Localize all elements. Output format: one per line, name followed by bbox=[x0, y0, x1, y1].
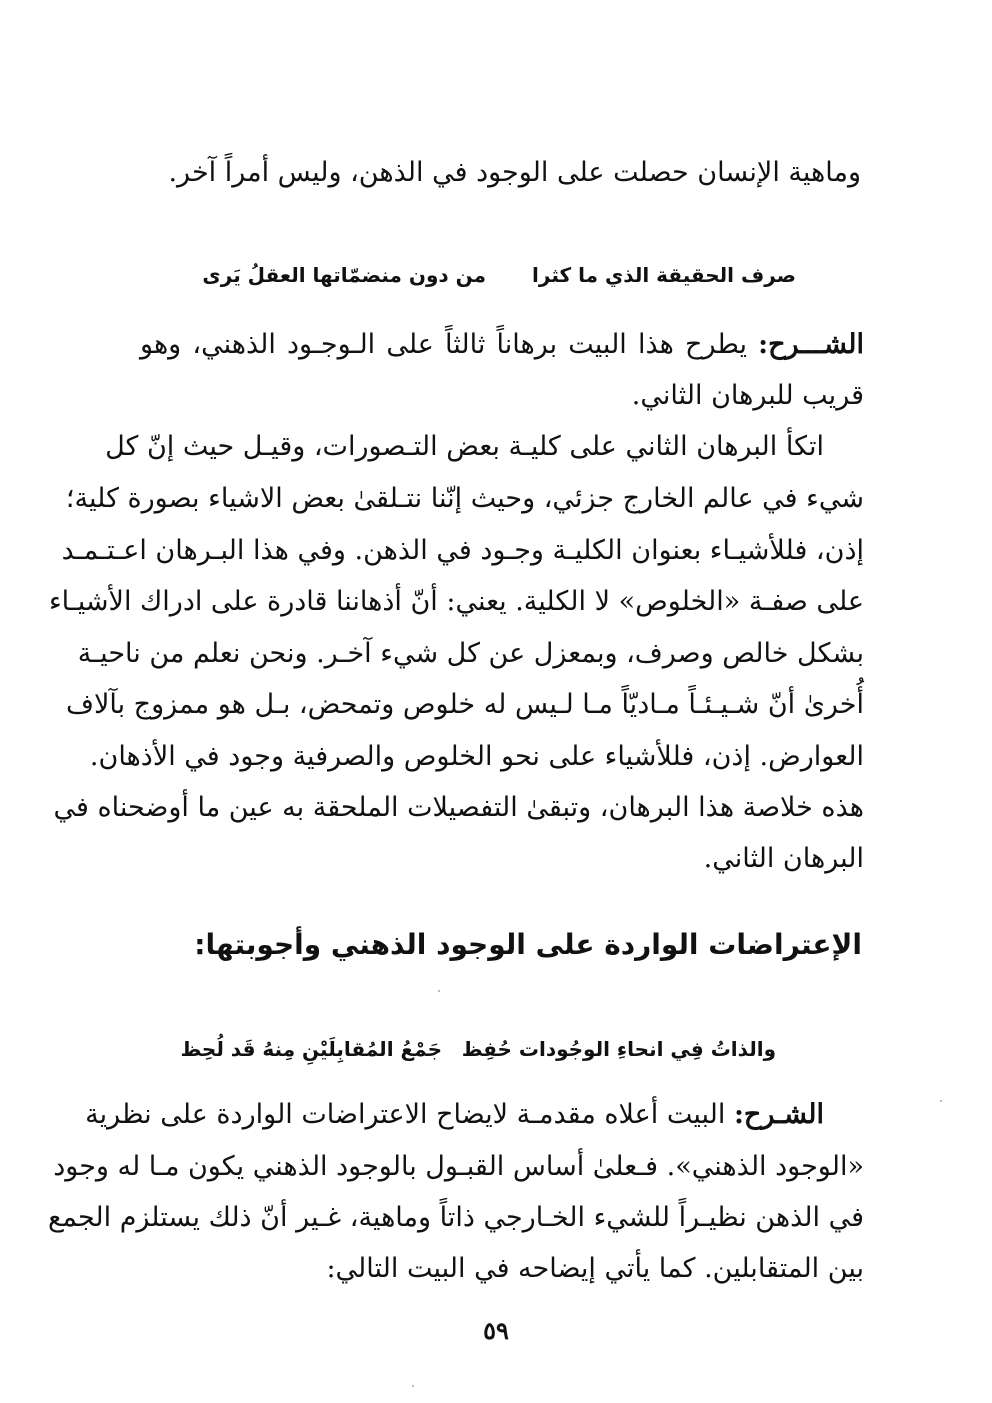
explanation-2-line-4: بين المتقابلين. كما يأتي إيضاحه في البيت التالي: bbox=[326, 1253, 864, 1284]
explanation-1-line-5: إذن، فللأشيـاء بعنوان الكليـة وجـود في الذهن. وفي هذا البـرهان اعـتـمـد bbox=[61, 535, 864, 566]
explanation-2-line-3: في الذهن نظيـراً للشيء الخـارجي ذاتاً وماهية، غـير أنّ ذلك يستلزم الجمع bbox=[47, 1202, 864, 1233]
explanation-2-line-2: «الوجود الذهني». فـعلىٰ أساس القبـول بالوجود الذهني يكون مـا له وجود bbox=[53, 1151, 864, 1182]
explanation-1-line-1 bbox=[140, 330, 864, 360]
explanation-text-2: البيت أعلاه مقدمـة لايضاح الاعتراضات الواردة على نظرية bbox=[85, 1099, 726, 1130]
scan-speck bbox=[412, 1385, 414, 1387]
verse-1-right-hemistich: صرف الحقيقة الذي ما كثرا bbox=[532, 263, 796, 287]
explanation-1-line-10: هذه خلاصة هذا البرهان، وتبقىٰ التفصيلات الملحقة به عين ما أوضحناه في bbox=[53, 792, 864, 823]
section-heading: الإعتراضات الواردة على الوجود الذهني وأجوبتها: bbox=[194, 928, 862, 961]
explanation-text: يطرح هذا البيت برهاناً ثالثاً على الـوجـود الذهني، وهو bbox=[140, 329, 747, 360]
explanation-1-line-11: البرهان الثاني. bbox=[703, 843, 864, 874]
page-number: ٥٩ bbox=[483, 1316, 509, 1345]
scan-speck bbox=[940, 1100, 942, 1102]
explanation-1-line-6: على صفـة «الخلوص» لا الكلية. يعني: أنّ أذهاننا قادرة على ادراك الأشيـاء bbox=[48, 586, 864, 617]
scan-speck bbox=[438, 990, 440, 992]
explanation-1-line-4: شيء في عالم الخارج جزئي، وحيث إنّنا نتـلقىٰ بعض الاشياء بصورة كلية؛ bbox=[65, 483, 864, 514]
explanation-label-2: الشـرح: bbox=[733, 1099, 824, 1130]
verse-2-left-hemistich: جَمْعُ المُقابِلَيْنِ مِنهُ قَد لُحِظ bbox=[180, 1037, 442, 1061]
explanation-1-line-7: بشكل خالص وصرف، وبمعزل عن كل شيء آخـر. ونحن نعلم من ناحيـة bbox=[77, 638, 864, 669]
explanation-2-line-1 bbox=[85, 1099, 824, 1130]
verse-1-left-hemistich: من دون منضمّاتها العقلُ يَرى bbox=[202, 263, 486, 287]
explanation-1-line-3: اتكأ البرهان الثاني على كليـة بعض التـصورات، وقيـل حيث إنّ كل bbox=[105, 431, 824, 462]
explanation-1-line-9: العوارض. إذن، فللأشياء على نحو الخلوص والصرفية وجود في الأذهان. bbox=[89, 741, 864, 772]
explanation-label: الشـــرح: bbox=[758, 329, 864, 360]
verse-2-right-hemistich: والذاتُ فِي انحاءِ الوجُودات حُفِظ bbox=[461, 1037, 776, 1061]
explanation-1-line-2: قريب للبرهان الثاني. bbox=[631, 380, 864, 411]
intro-paragraph-line: وماهية الإنسان حصلت على الوجود في الذهن، وليس أمراً آخر. bbox=[168, 157, 861, 188]
explanation-1-line-8: أُخرىٰ أنّ شـيـئـاً مـاديّاً مـا لـيس له خلوص وتمحض، بـل هو ممزوج بآلاف bbox=[65, 689, 864, 720]
